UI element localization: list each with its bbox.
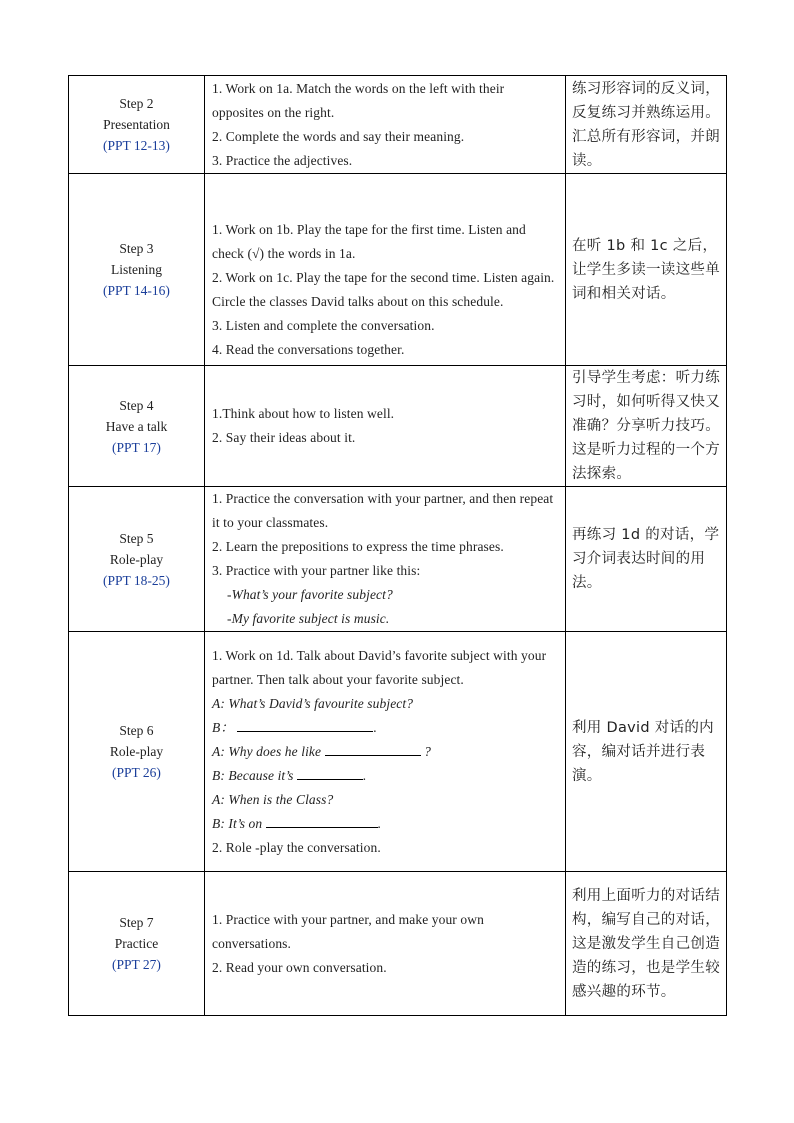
step-title: Have a talk bbox=[105, 418, 168, 434]
punctuation: . bbox=[362, 767, 367, 783]
answer-blank bbox=[266, 812, 378, 828]
note-cell: 在听 1b 和 1c 之后，让学生多读一读这些单词和相关对话。 bbox=[566, 174, 727, 366]
step-title: Practice bbox=[114, 936, 159, 951]
procedure-line: 4. Read the conversations together. bbox=[212, 342, 405, 357]
step-title: Role-play bbox=[109, 551, 164, 567]
table-row bbox=[69, 76, 727, 174]
procedure-line: 1. Practice with your partner, and make your own conversations. bbox=[212, 911, 484, 951]
note-cell: 引导学生考虑：听力练习时，如何听得又快又准确？分享听力技巧。这是听力过程的一个方法探索。 bbox=[566, 366, 727, 487]
procedure-line: 2. Work on 1c. Play the tape for the second time. Listen again. Circle the classes David talks about on this schedule. bbox=[212, 270, 555, 309]
procedure-line: 3. Listen and complete the conversation. bbox=[212, 318, 435, 333]
ppt-reference: (PPT 17) bbox=[112, 439, 161, 455]
procedure-line: 2. Role -play the conversation. bbox=[212, 839, 381, 855]
procedure-line: 1. Practice the conversation with your partner, and then repeat it to your classmates. bbox=[212, 491, 554, 530]
step-number: Step 7 bbox=[119, 915, 154, 930]
dialogue-line: -My favorite subject is music. bbox=[227, 611, 390, 626]
step-number: Step 2 bbox=[119, 96, 154, 111]
procedure-line: 2. Complete the words and say their meaning. bbox=[212, 128, 465, 144]
dialogue-line: A: What’s David’s favourite subject? bbox=[212, 695, 414, 711]
note-cell: 再练习 1d 的对话，学习介词表达时间的用法。 bbox=[566, 487, 727, 632]
step-cell bbox=[69, 632, 205, 872]
note-cell: 练习形容词的反义词，反复练习并熟练运用。汇总所有形容词，并朗读。 bbox=[566, 76, 727, 174]
procedure-line: 3. Practice with your partner like this: bbox=[212, 563, 421, 578]
dialogue-line bbox=[212, 812, 557, 836]
step-cell bbox=[69, 366, 205, 487]
punctuation: . bbox=[377, 815, 382, 831]
dialogue-line: -What’s your favorite subject? bbox=[227, 587, 393, 602]
ppt-reference: (PPT 14-16) bbox=[103, 283, 170, 298]
answer-blank bbox=[297, 764, 363, 780]
step-number: Step 5 bbox=[119, 530, 154, 546]
procedure-line: 1.Think about how to listen well. bbox=[212, 406, 395, 421]
note-cell: 利用 David 对话的内容，编对话并进行表演。 bbox=[566, 632, 727, 872]
answer-blank bbox=[325, 740, 421, 756]
procedure-line: 3. Practice the adjectives. bbox=[212, 152, 353, 168]
table-row bbox=[69, 487, 727, 632]
table-row bbox=[69, 872, 727, 1016]
answer-blank bbox=[237, 716, 373, 732]
procedure-cell bbox=[205, 872, 566, 1016]
punctuation: . bbox=[373, 719, 377, 735]
note-cell: 利用上面听力的对话结构，编写自己的对话， 这是激发学生自己创造造的练习，也是学生较感兴趣的环节。 bbox=[566, 872, 727, 1016]
dialogue-line bbox=[212, 764, 557, 788]
procedure-line: 1. Work on 1d. Talk about David’s favorite subject with your partner. Then talk about your favorite subject. bbox=[212, 647, 547, 687]
procedure-line: 2. Read your own conversation. bbox=[212, 959, 387, 975]
step-title: Listening bbox=[111, 262, 162, 277]
dialogue-prompt: B: It’s on bbox=[212, 815, 263, 831]
ppt-reference: (PPT 12-13) bbox=[103, 138, 170, 153]
procedure-line: 1. Work on 1b. Play the tape for the first time. Listen and check (√) the words in 1a. bbox=[212, 222, 526, 261]
step-cell bbox=[69, 872, 205, 1016]
dialogue-line: A: When is the Class? bbox=[212, 791, 334, 807]
step-cell bbox=[69, 174, 205, 366]
ppt-reference: (PPT 27) bbox=[112, 957, 161, 972]
step-cell bbox=[69, 76, 205, 174]
dialogue-line bbox=[212, 740, 557, 764]
step-title: Role-play bbox=[109, 744, 164, 759]
step-cell bbox=[69, 487, 205, 632]
dialogue-prompt: B: Because it’s bbox=[212, 767, 294, 783]
step-title: Presentation bbox=[103, 117, 170, 132]
punctuation: ? bbox=[424, 743, 431, 759]
procedure-cell bbox=[205, 174, 566, 366]
procedure-cell bbox=[205, 487, 566, 632]
procedure-line: 1. Work on 1a. Match the words on the left with their opposites on the right. bbox=[212, 80, 505, 120]
dialogue-prompt: A: Why does he like bbox=[212, 743, 322, 759]
procedure-cell bbox=[205, 366, 566, 487]
table-row bbox=[69, 366, 727, 487]
procedure-cell bbox=[205, 632, 566, 872]
procedure-cell bbox=[205, 76, 566, 174]
step-number: Step 4 bbox=[119, 397, 154, 413]
table-row bbox=[69, 174, 727, 366]
ppt-reference: (PPT 18-25) bbox=[103, 572, 170, 588]
table-row bbox=[69, 632, 727, 872]
step-number: Step 3 bbox=[119, 241, 154, 256]
dialogue-line bbox=[212, 716, 557, 740]
teaching-plan-table bbox=[68, 75, 727, 1016]
ppt-reference: (PPT 26) bbox=[112, 765, 161, 780]
step-number: Step 6 bbox=[119, 723, 154, 738]
dialogue-speaker: B： bbox=[212, 719, 234, 735]
procedure-line: 2. Learn the prepositions to express the time phrases. bbox=[212, 539, 504, 554]
procedure-line: 2. Say their ideas about it. bbox=[212, 430, 356, 445]
